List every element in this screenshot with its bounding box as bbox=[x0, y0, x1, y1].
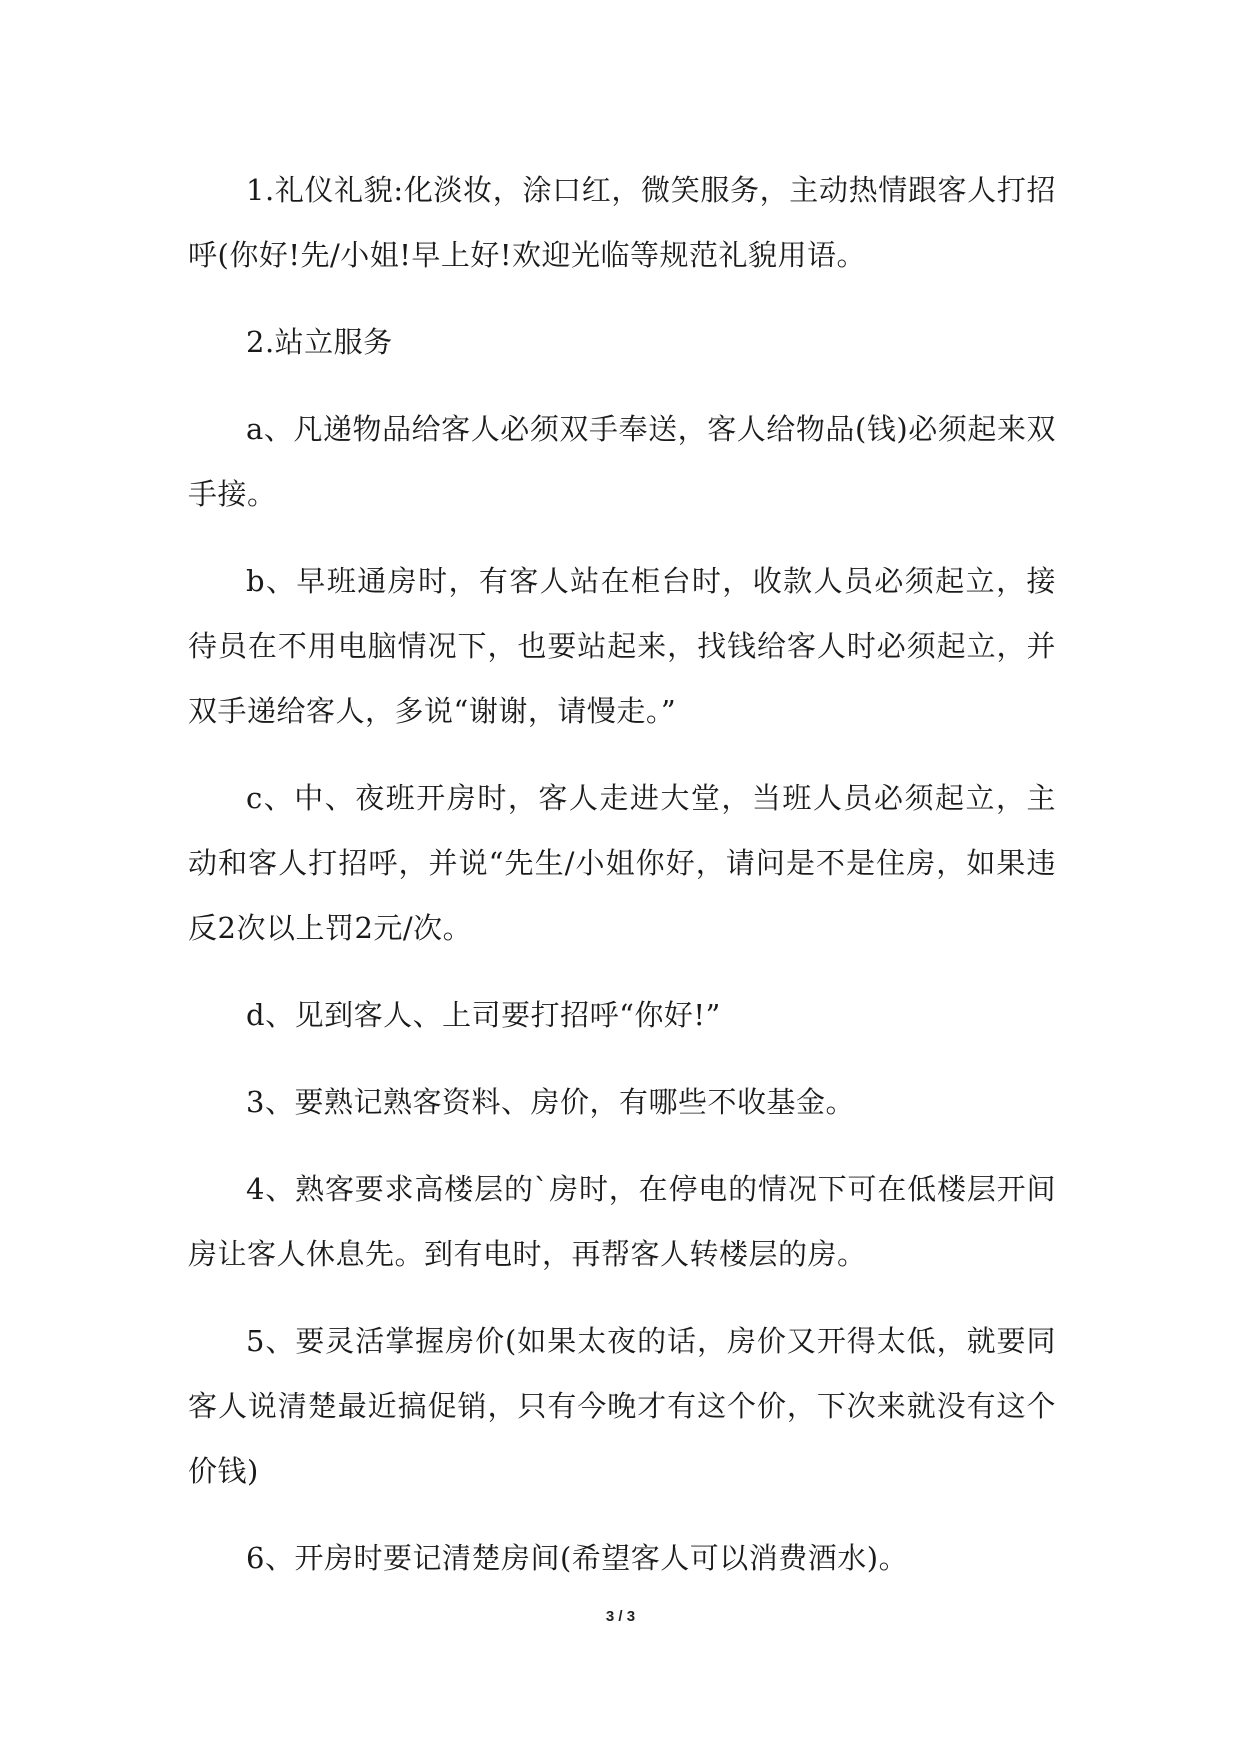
paragraph-item-a: a、凡递物品给客人必须双手奉送，客人给物品(钱)必须起来双手接。 bbox=[188, 412, 1056, 511]
paragraph-item-d: d、见到客人、上司要打招呼“你好!” bbox=[246, 998, 721, 1032]
paragraph-standing-service: 2.站立服务 bbox=[246, 325, 393, 359]
paragraph-rule-5: 5、要灵活掌握房价(如果太夜的话，房价又开得太低，就要同客人说清楚最近搞促销，只有今晚才有这个价，下次来就没有这个价钱) bbox=[188, 1324, 1056, 1488]
paragraph-rule-3: 3、要熟记熟客资料、房价，有哪些不收基金。 bbox=[246, 1085, 855, 1119]
paragraph-rule-6: 6、开房时要记清楚房间(希望客人可以消费酒水)。 bbox=[246, 1541, 909, 1575]
paragraph-etiquette: 1.礼仪礼貌:化淡妆，涂口红，微笑服务，主动热情跟客人打招呼(你好!先/小姐!早上好!欢迎光临等规范礼貌用语。 bbox=[188, 173, 1056, 272]
document-body bbox=[188, 158, 1056, 1613]
page-number: 3 / 3 bbox=[605, 1608, 636, 1625]
paragraph-item-c: c、中、夜班开房时，客人走进大堂，当班人员必须起立，主动和客人打招呼，并说“先生/小姐你好，请问是不是住房，如果违反2次以上罚2元/次。 bbox=[188, 781, 1056, 945]
paragraph-item-b: b、早班通房时，有客人站在柜台时，收款人员必须起立，接待员在不用电脑情况下，也要站起来，找钱给客人时必须起立，并双手递给客人，多说“谢谢，请慢走。” bbox=[188, 564, 1056, 728]
paragraph-rule-4: 4、熟客要求高楼层的`房时，在停电的情况下可在低楼层开间房让客人休息先。到有电时，再帮客人转楼层的房。 bbox=[188, 1172, 1056, 1271]
